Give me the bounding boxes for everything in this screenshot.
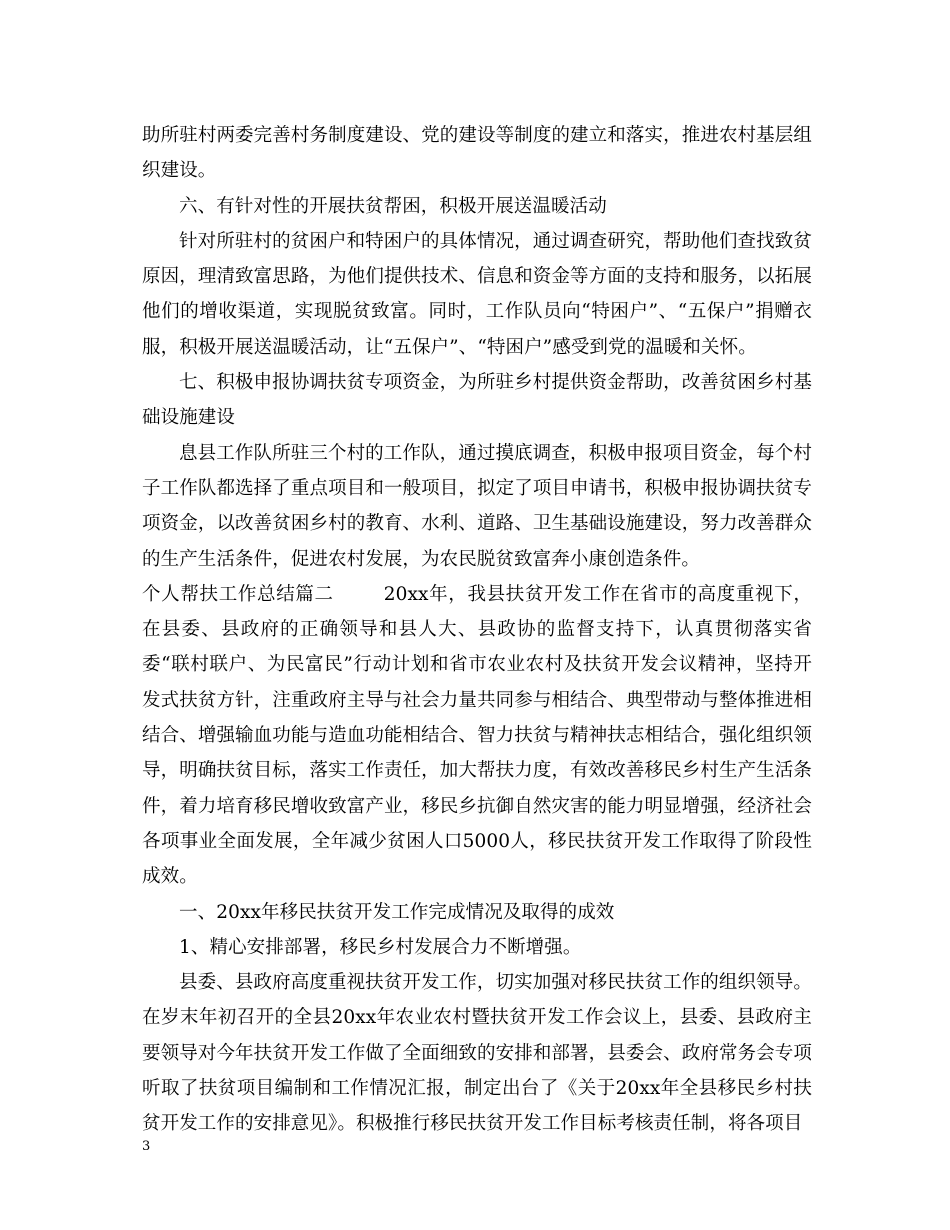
paragraph: 助所驻村两委完善村务制度建设、党的建设等制度的建立和落实，推进农村基层组织建设。: [142, 125, 812, 182]
document-body: [142, 118, 812, 1142]
subsection-heading-1: 1、精心安排部署，移民乡村发展合力不断增强。: [179, 936, 582, 958]
section-heading-seven: 七、积极申报协调扶贫专项资金，为所驻乡村提供资金帮助，改善贫困乡村基础设施建设: [142, 372, 812, 429]
section-heading-six: 六、有针对性的开展扶贫帮困，积极开展送温暖活动: [179, 195, 607, 217]
paragraph: 息县工作队所驻三个村的工作队，通过摸底调查，积极申报项目资金，每个村子工作队都选择了重点项目和一般项目，拟定了项目申请书，积极申报协调扶贫专项资金，以改善贫困乡村的教育、水利、道路、卫生基础设施建设，努力改善群众的生产生活条件，促进农村发展，为农民脱贫致富奔小康创造条件。: [142, 442, 812, 570]
page-number: 3: [142, 1139, 151, 1154]
section-two-paragraph: [142, 577, 812, 895]
section-two-body: 20xx年，我县扶贫开发工作在省市的高度重视下，在县委、县政府的正确领导和县人大、县政协的监督支持下，认真贯彻落实省委“联村联户、为民富民”行动计划和省市农业农村及扶贫开发会议精神，坚持开发式扶贫方针，注重政府主导与社会力量共同参与相结合、典型带动与整体推进相结合、增强输血功能与造血功能相结合、智力扶贫与精神扶志相结合，强化组织领导，明确扶贫目标，落实工作责任，加大帮扶力度，有效改善移民乡村生产生活条件，着力培育移民增收致富产业，移民乡抗御自然灾害的能力明显增强，经济社会各项事业全面发展，全年减少贫困人口5000人，移民扶贫开发工作取得了阶段性成效。: [142, 583, 812, 888]
section-two-heading: 个人帮扶工作总结篇二: [142, 583, 334, 605]
paragraph: 针对所驻村的贫困户和特困户的具体情况，通过调查研究，帮助他们查找致贫原因，理清致富思路，为他们提供技术、信息和资金等方面的支持和服务，以拓展他们的增收渠道，实现脱贫致富。同时，工作队员向“特困户”、“五保户”捐赠衣服，积极开展送温暖活动，让“五保户”、“特困户”感受到党的温暖和关怀。: [142, 230, 812, 358]
subsection-heading-one: 一、20xx年移民扶贫开发工作完成情况及取得的成效: [179, 901, 615, 923]
paragraph: 县委、县政府高度重视扶贫开发工作，切实加强对移民扶贫工作的组织领导。在岁末年初召开的全县20xx年农业农村暨扶贫开发工作会议上，县委、县政府主要领导对今年扶贫开发工作做了全面细致的安排和部署，县委会、政府常务会专项听取了扶贫项目编制和工作情况汇报，制定出台了《关于20xx年全县移民乡村扶贫开发工作的安排意见》。积极推行移民扶贫开发工作目标考核责任制，将各项目: [142, 972, 812, 1135]
